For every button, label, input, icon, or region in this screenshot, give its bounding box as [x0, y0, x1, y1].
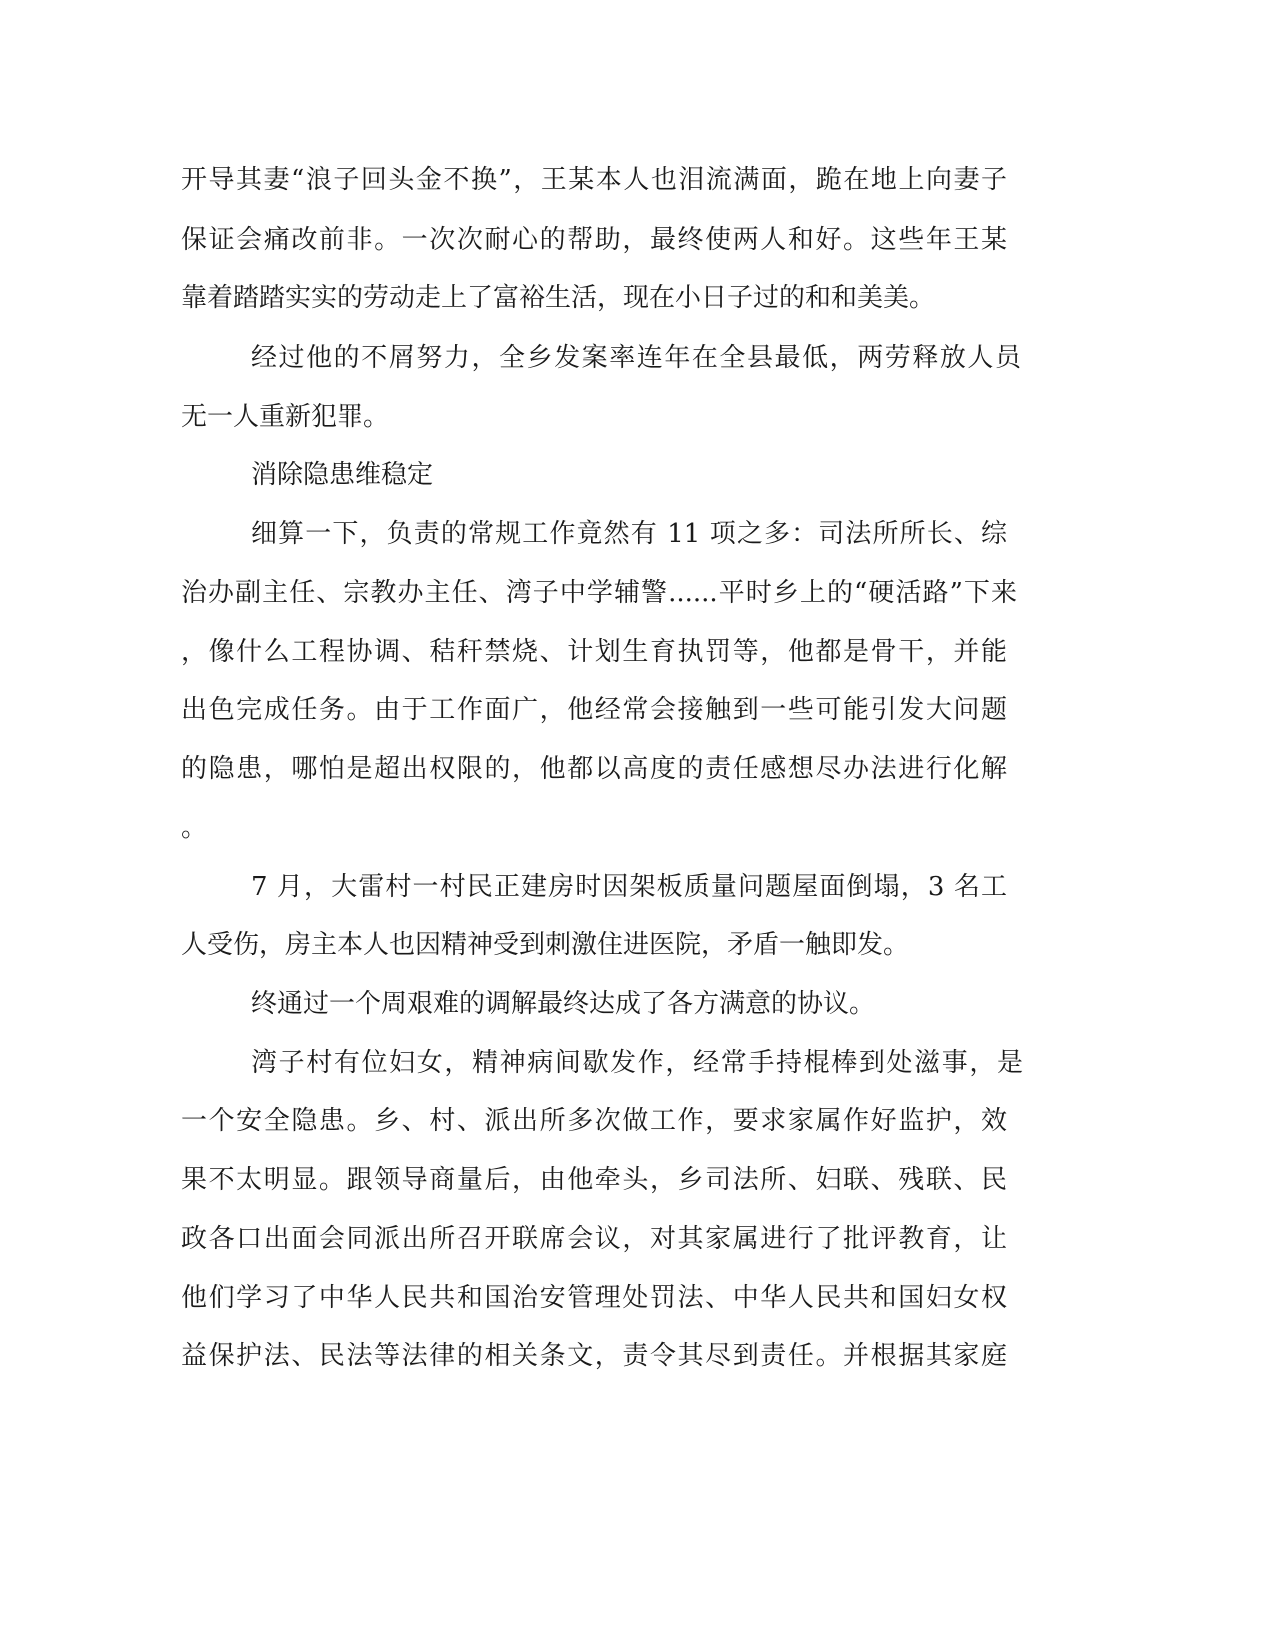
- text-line: [0, 397, 1275, 437]
- text-line: [0, 749, 1275, 789]
- text-line-content: 政各口出面会同派出所召开联席会议，对其家属进行了批评教育，让: [181, 1224, 1007, 1254]
- text-line-content: 益保护法、民法等法律的相关条文，责令其尽到责任。并根据其家庭: [181, 1341, 1007, 1371]
- text-line-content: 人受伤，房主本人也因精神受到刺激住进医院，矛盾一触即发。: [181, 930, 910, 960]
- text-line: [0, 160, 1275, 200]
- text-line: [0, 1278, 1275, 1318]
- text-line: [0, 690, 1275, 730]
- text-line-content: 无一人重新犯罪。: [181, 402, 390, 432]
- text-line: [0, 1043, 1275, 1083]
- text-line: [0, 808, 1275, 848]
- text-line-content: 一个安全隐患。乡、村、派出所多次做工作，要求家属作好监护，效: [181, 1106, 1007, 1136]
- text-line: [0, 1160, 1275, 1200]
- text-line-content: 终通过一个周艰难的调解最终达成了各方满意的协议。: [251, 989, 876, 1019]
- text-line-content: 果不太明显。跟领导商量后，由他牵头，乡司法所、妇联、残联、民: [181, 1165, 1007, 1195]
- text-line: [0, 338, 1275, 378]
- text-line: [0, 1101, 1275, 1141]
- text-line-content: 他们学习了中华人民共和国治安管理处罚法、中华人民共和国妇女权: [181, 1283, 1007, 1313]
- text-line: [0, 925, 1275, 965]
- text-line: [0, 867, 1275, 907]
- text-line: [0, 573, 1275, 613]
- text-line: [0, 1219, 1275, 1259]
- section-heading-text: 消除隐患维稳定: [251, 460, 434, 490]
- text-line-content: 。: [181, 813, 208, 843]
- text-line-content: 7 月，大雷村一村民正建房时因架板质量问题屋面倒塌，3 名工: [251, 872, 1007, 902]
- text-line-content: 治办副主任、宗教办主任、湾子中学辅警......平时乡上的“硬活路”下来: [181, 578, 1017, 608]
- text-line-content: 细算一下，负责的常规工作竟然有 11 项之多：司法所所长、综: [251, 519, 1007, 549]
- text-line: [0, 984, 1275, 1024]
- text-line-content: 湾子村有位妇女，精神病间歇发作，经常手持棍棒到处滋事，是: [251, 1048, 1023, 1078]
- text-line-content: 的隐患，哪怕是超出权限的，他都以高度的责任感想尽办法进行化解: [181, 754, 1007, 784]
- text-line: [0, 220, 1275, 260]
- text-line-content: 靠着踏踏实实的劳动走上了富裕生活，现在小日子过的和和美美。: [181, 283, 936, 313]
- text-line-content: 开导其妻“浪子回头金不换”，王某本人也泪流满面，跪在地上向妻子: [181, 165, 1007, 195]
- text-line-content: 经过他的不屑努力，全乡发案率连年在全县最低，两劳释放人员: [251, 343, 1021, 373]
- text-line: [0, 1336, 1275, 1376]
- text-line-content: ，像什么工程协调、秸秆禁烧、计划生育执罚等，他都是骨干，并能: [181, 637, 1007, 667]
- text-line-content: 出色完成任务。由于工作面广，他经常会接触到一些可能引发大问题: [181, 695, 1007, 725]
- section-heading: [0, 455, 1275, 495]
- text-line: [0, 278, 1275, 318]
- text-line: [0, 514, 1275, 554]
- text-line: [0, 632, 1275, 672]
- text-line-content: 保证会痛改前非。一次次耐心的帮助，最终使两人和好。这些年王某: [181, 225, 1007, 255]
